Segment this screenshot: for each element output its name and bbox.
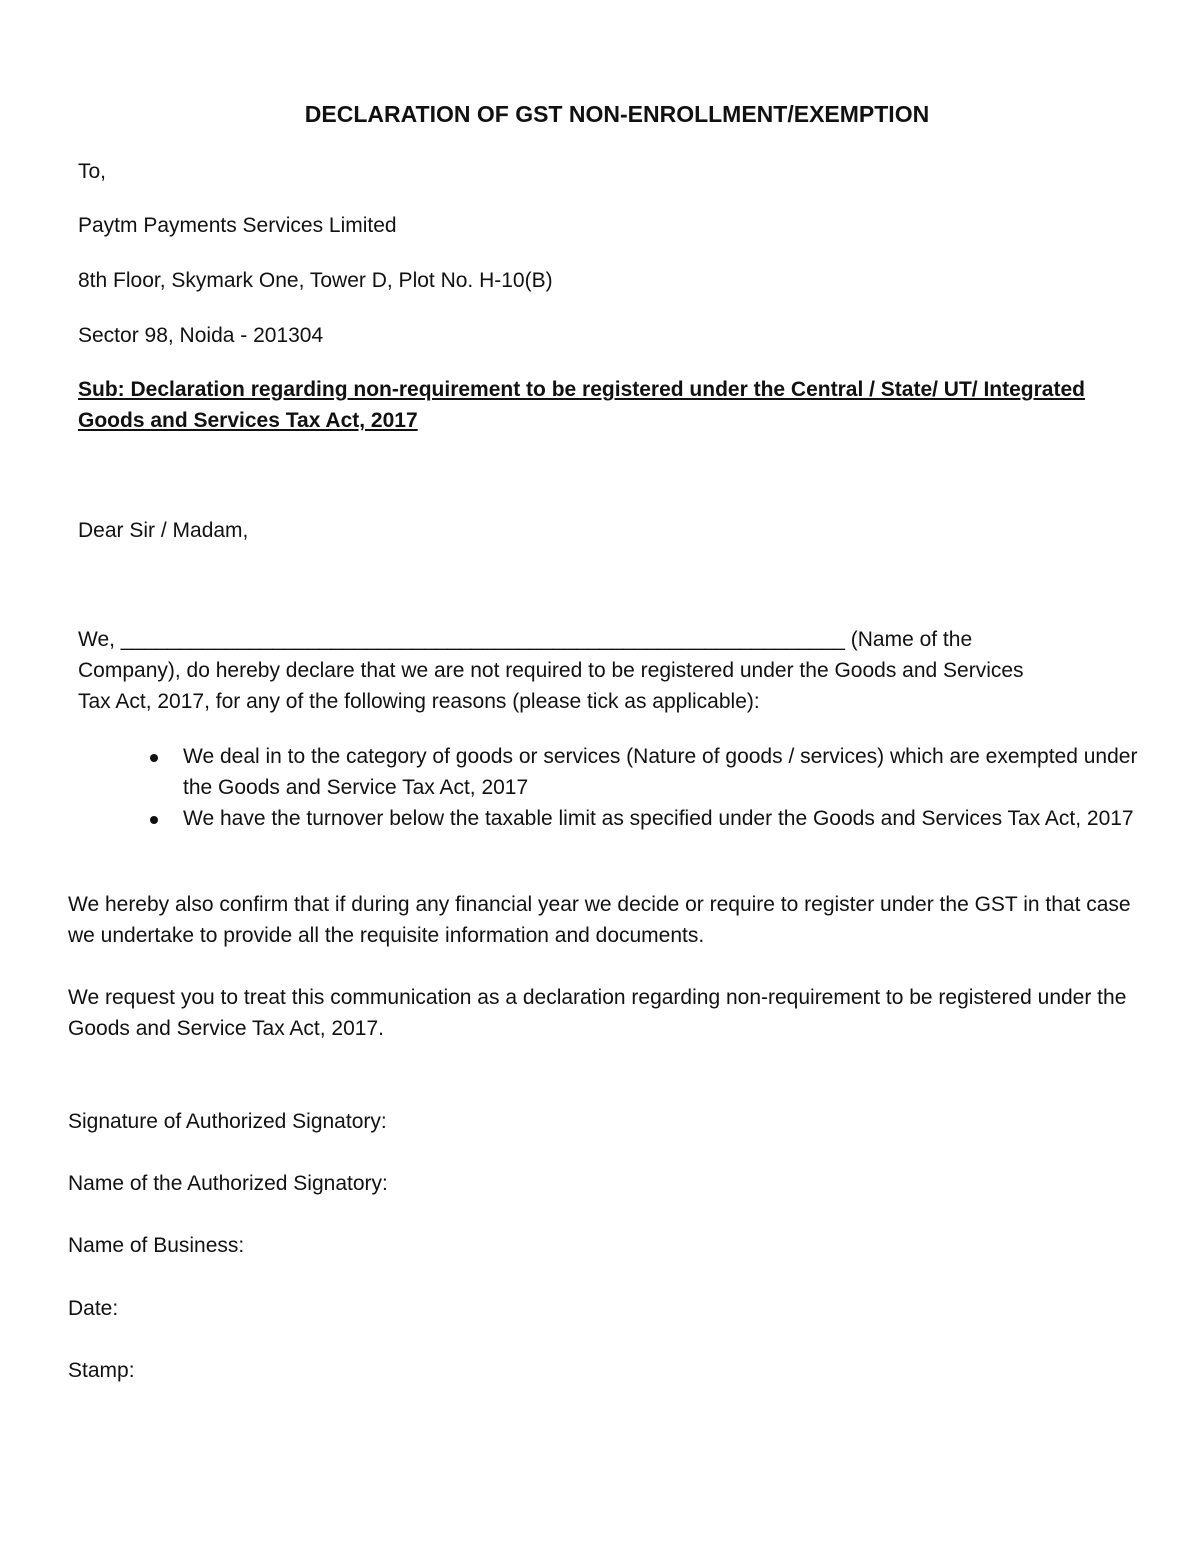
address-line-2: Sector 98, Noida - 201304 [78,324,324,347]
confirmation-paragraph: We hereby also confirm that if during any financial year we decide or require to register under the GST in that case we undertake to provide all the requisite information and documents. [68,893,1131,947]
bullet-icon [150,816,158,824]
business-name-field-label: Name of Business: [68,1234,245,1257]
signatory-name-field-label: Name of the Authorized Signatory: [68,1172,388,1195]
stamp-field-label: Stamp: [68,1359,135,1382]
request-paragraph: We request you to treat this communication as a declaration regarding non-requirement to be registered under the Goods and Service Tax Act, 2017. [68,986,1127,1040]
date-field-label: Date: [68,1297,119,1320]
reason-text: We deal in to the category of goods or services (Nature of goods / services) which are exempted under the Goods and Service Tax Act, 2017 [183,745,1138,799]
subject-line: Sub: Declaration regarding non-requirement to be registered under the Central / State/ UT/ Integrated Goods and Services Tax Act, 2017 [78,378,1085,432]
reason-item-exempt-goods[interactable] [148,741,1148,803]
greeting: Dear Sir / Madam, [78,519,249,542]
salutation-to: To, [78,160,107,183]
signature-field-label: Signature of Authorized Signatory: [68,1110,387,1133]
declaration-line-1: We, ______________________________________________________________ (Name of the [78,628,973,651]
declaration-line-3: Tax Act, 2017, for any of the following reasons (please tick as applicable): [78,690,760,713]
address-line-1: 8th Floor, Skymark One, Tower D, Plot No. H-10(B) [78,269,553,292]
document-title: DECLARATION OF GST NON-ENROLLMENT/EXEMPTION [304,101,930,127]
reason-item-turnover[interactable] [148,803,1148,834]
reason-text: We have the turnover below the taxable limit as specified under the Goods and Services Tax Act, 2017 [183,807,1134,830]
reasons-list [148,741,1148,834]
bullet-icon [150,754,158,762]
addressee-company: Paytm Payments Services Limited [78,214,397,237]
declaration-line-2: Company), do hereby declare that we are not required to be registered under the Goods and Services [78,659,1024,682]
